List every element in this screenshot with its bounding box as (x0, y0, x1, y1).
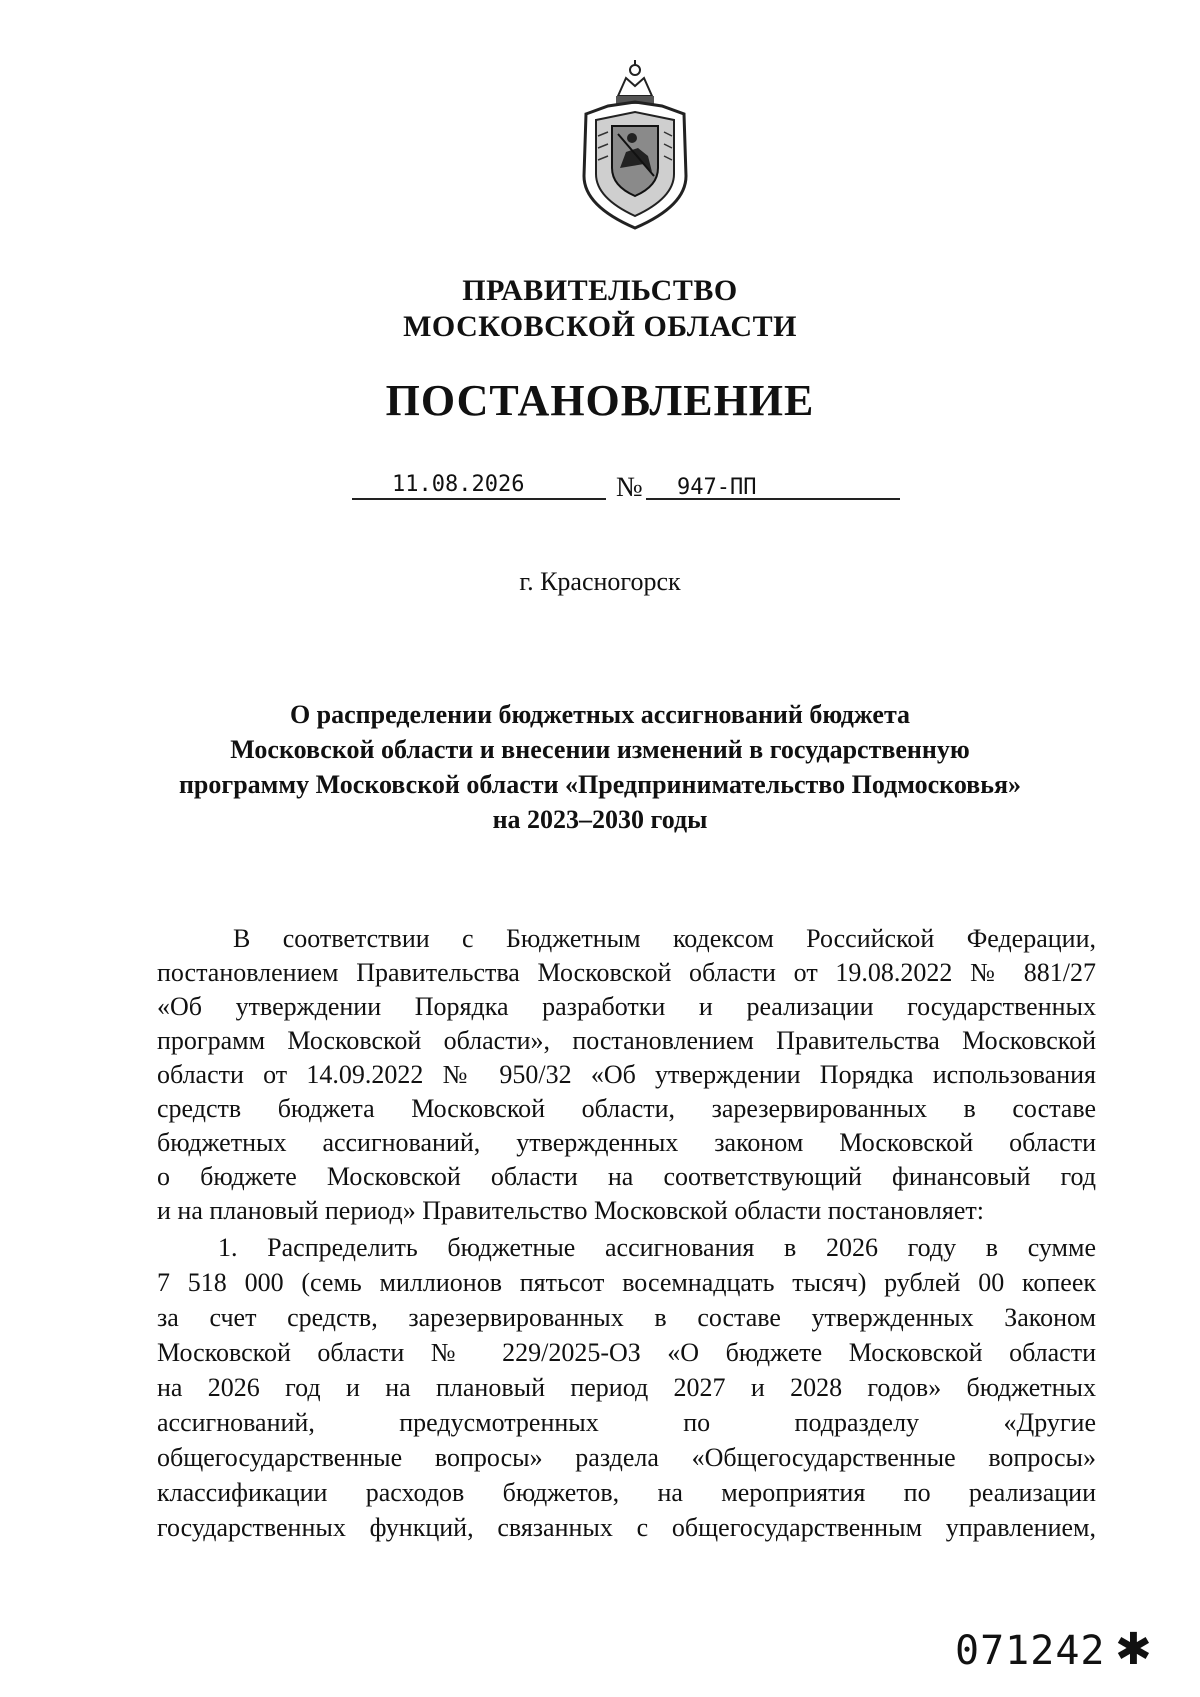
body-line: средств бюджета Московской области, зарезервированных в составе (157, 1094, 1096, 1123)
body-line: В соответствии с Бюджетным кодексом Российской Федерации, (233, 924, 1096, 953)
body-line: государственных функций, связанных с общегосударственным управлением, (157, 1513, 1096, 1542)
form-serial-number: 071242 (955, 1628, 1106, 1674)
body-line: общегосударственные вопросы» раздела «Общегосударственные вопросы» (157, 1443, 1096, 1472)
government-name-line2: МОСКОВСКОЙ ОБЛАСТИ (403, 310, 797, 343)
date-underline (352, 497, 606, 500)
body-line: программ Московской области», постановлением Правительства Московской (157, 1026, 1096, 1055)
asterisk-mark-icon: ✱ (1115, 1624, 1152, 1675)
body-line: «Об утверждении Порядка разработки и реализации государственных (157, 992, 1096, 1021)
subject-line-3: программу Московской области «Предпринимательство Подмосковья» (178, 770, 1022, 799)
body-line: Московской области № 229/2025-ОЗ «О бюджете Московской области (157, 1338, 1096, 1367)
body-line: 1. Распределить бюджетные ассигнования в 2026 году в сумме (218, 1233, 1096, 1262)
body-line: на 2026 год и на плановый период 2027 и 2028 годов» бюджетных (157, 1373, 1096, 1402)
body-line: бюджетных ассигнований, утвержденных законом Московской области (157, 1128, 1096, 1157)
body-line: классификации расходов бюджетов, на мероприятия по реализации (157, 1478, 1096, 1507)
decree-number: 947-ПП (677, 475, 757, 500)
number-sign: № (616, 472, 643, 503)
body-line: 7 518 000 (семь миллионов пятьсот восемнадцать тысяч) рублей 00 копеек (157, 1268, 1096, 1297)
body-line: и на плановый период» Правительство Московской области постановляет: (157, 1196, 984, 1225)
subject-line-2: Московской области и внесении изменений в государственную (230, 735, 970, 764)
government-name-line1: ПРАВИТЕЛЬСТВО (462, 274, 738, 307)
body-line: области от 14.09.2022 № 950/32 «Об утверждении Порядка использования (157, 1060, 1096, 1089)
subject-line-4: на 2023–2030 годы (492, 805, 708, 834)
number-underline (646, 497, 900, 500)
body-line: за счет средств, зарезервированных в составе утвержденных Законом (157, 1303, 1096, 1332)
document-type-title: ПОСТАНОВЛЕНИЕ (385, 376, 815, 425)
body-line: о бюджете Московской области на соответствующий финансовый год (157, 1162, 1096, 1191)
city-line: г. Красногорск (519, 567, 681, 596)
moscow-oblast-coat-of-arms-icon (568, 56, 702, 232)
body-line: ассигнований, предусмотренных по подразделу «Другие (157, 1408, 1096, 1437)
decree-date: 11.08.2026 (392, 472, 525, 497)
body-line: постановлением Правительства Московской области от 19.08.2022 № 881/27 (157, 958, 1096, 987)
subject-line-1: О распределении бюджетных ассигнований бюджета (289, 700, 911, 729)
